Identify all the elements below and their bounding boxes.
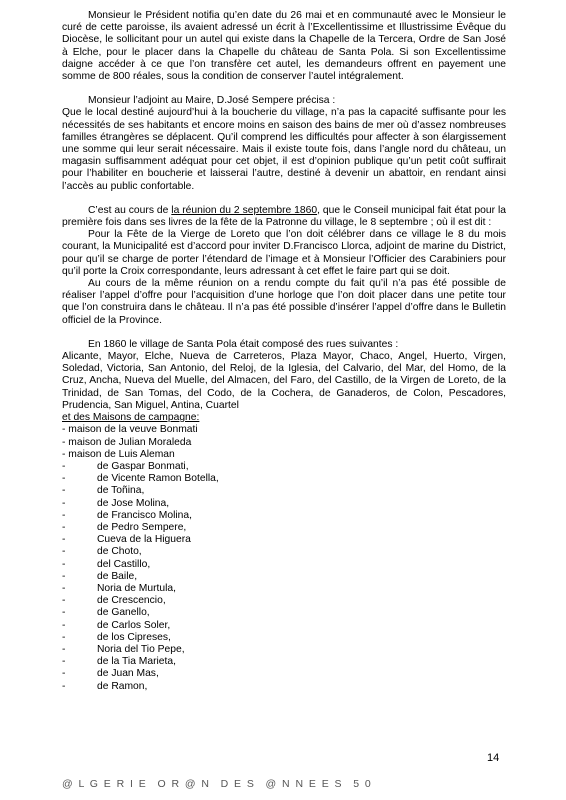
list-item (62, 571, 506, 583)
list-item (62, 473, 506, 485)
page-number: 14 (487, 752, 500, 764)
list-dash: - (62, 668, 66, 680)
list-item: - maison de la veuve Bonmati (62, 424, 198, 436)
list-dash: - (62, 656, 66, 668)
house-name: de Baile, (97, 570, 138, 582)
paragraph-fete: Pour la Fête de la Vierge de Loreto que l’on doit célébrer dans ce village le 8 du mois courant, la Municipalité est d’accord pour inviter D.Francisco Llorca, adjoint de marine du District, pour qu’il se charge de porter l’étendard de l’image et à Monsieur l’Officier des Carabiniers pour qu’il porte la Croix correspondante, leurs adressant à cet effet le faire part qui se doit. (62, 229, 506, 277)
house-name: de Francisco Molina, (97, 509, 192, 521)
list-dash: - (62, 631, 66, 643)
paragraph-horloge: Au cours de la même réunion on a rendu compte du fait qu’il n’a pas été possible de réaliser l’appel d’offre pour l’acquisition d’une horloge que l’on doit placer dans une petite tour que l’on construira dans le château. Il n’a pas été possible d’insérer l’appel d’offre dans le Bulletin officiel de la Province. (62, 278, 506, 326)
list-item (62, 583, 506, 595)
list-dash: - (62, 619, 66, 631)
house-name: de Ramon, (97, 680, 148, 692)
list-item (62, 668, 506, 680)
paragraph-adjoint-intro: Monsieur l’adjoint au Maire, D.José Sempere précisa : (88, 95, 336, 107)
list-item (62, 644, 506, 656)
list-dash: - (62, 595, 66, 607)
list-dash: - (62, 497, 66, 509)
house-name: de Gaspar Bonmati, (97, 460, 189, 472)
list-item (62, 681, 506, 693)
list-item: - maison de Julian Moraleda (62, 436, 192, 448)
list-dash: - (62, 582, 66, 594)
list-item: - maison de Luis Aleman (62, 448, 175, 460)
list-item (62, 595, 506, 607)
list-item (62, 498, 506, 510)
reunion-date-link: la réunion du 2 septembre 1860 (171, 204, 318, 216)
house-name: de Toñina, (97, 485, 145, 497)
list-item (62, 607, 506, 619)
list-item (62, 559, 506, 571)
list-item (62, 546, 506, 558)
list-item (62, 461, 506, 473)
list-item (62, 485, 506, 497)
house-name: de Choto, (97, 546, 142, 558)
list-dash: - (62, 607, 66, 619)
paragraph-autel: Monsieur le Président notifia qu’en date du 26 mai et en communauté avec le Monsieur le curé de cette paroisse, ils avaient adressé un écrit à l’Excellentissime et Illustrissime Évêque du Diocèse, le sollicitant pour un autel qui existe dans la Chapelle de la Tercera, Ordre de San José à Elche, pour le placer dans la Chapelle du château de Santa Pola. Si son Excellentissime daigne accéder à ce que l’on transfère cet autel, les demandeurs offrent en payement une somme de 800 réales, sous la condition de conserver l’autel intégralement. (62, 10, 506, 83)
list-dash: - (62, 534, 66, 546)
house-name: de Ganello, (97, 607, 150, 619)
reunion-text-a: C’est au cours de (88, 204, 172, 216)
list-dash: - (62, 570, 66, 582)
list-dash: - (62, 473, 66, 485)
house-name: del Castillo, (97, 558, 151, 570)
maisons-short-list (62, 424, 506, 461)
footer-text: @ L G E R I E O R @ N D E S @ N N E E S 5 0 (62, 778, 371, 790)
house-name: de Pedro Sempere, (97, 521, 187, 533)
house-name: de Juan Mas, (97, 668, 159, 680)
list-dash: - (62, 485, 66, 497)
list-dash: - (62, 546, 66, 558)
house-name: Noria de Murtula, (97, 582, 176, 594)
paragraph-reunion (62, 205, 506, 229)
list-item (62, 534, 506, 546)
paragraph-rues-intro: En 1860 le village de Santa Pola était composé des rues suivantes : (88, 338, 399, 350)
list-item (62, 510, 506, 522)
house-name: de Carlos Soler, (97, 619, 171, 631)
house-name: de la Tia Marieta, (97, 656, 176, 668)
house-name: Noria del Tio Pepe, (97, 643, 185, 655)
house-name: de los Cipreses, (97, 631, 171, 643)
list-item (62, 620, 506, 632)
document-page (62, 10, 506, 693)
maisons-list (62, 461, 506, 693)
reunion-text-b: , que le Conseil municipal fait état pour la première fois dans ses livres de la fête de la Patronne du village, le 8 septembre ; où il est dit : (62, 204, 506, 229)
maisons-heading: et des Maisons de campagne: (62, 412, 200, 424)
list-item (62, 632, 506, 644)
paragraph-rues-list: Alicante, Mayor, Elche, Nueva de Carreteros, Plaza Mayor, Chaco, Angel, Huerto, Virgen, Soledad, Victoria, San Antonio, del Reloj, de la Iglesia, del Calvario, del Mar, del Homo, de la Cruz, Ancha, Nueva del Muelle, del Almacen, del Faro, del Castillo, de la Virgen de Loreto, de la Trinidad, de San Tomas, del Codo, de la Cochera, de Ganaderos, de Colon, Pescadores, Prudencia, San Miguel, Antina, Cuartel (62, 351, 506, 411)
house-name: de Crescencio, (97, 595, 166, 607)
list-dash: - (62, 680, 66, 692)
paragraph-boucherie: Que le local destiné aujourd’hui à la boucherie du village, n’a pas la capacité suffisante pour les nécessités de ses habitants et encore moins en saison des bains de mer où d’assez nombreuses familles étrangères se déplacent. Qu’il comprend les difficultés pour affecter à son élargissement une somme qui leur serait nécessaire. Mais il existe toute fois, dans l’angle nord du château, un magasin suffisamment adéquat pour cet objet, il est d’opinion publique qu’un petit coût suffirait pour l’habiliter en boucherie et laisserai l’autre, destiné à devenir un abattoir, en rendant ainsi l’accès au public confortable. (62, 107, 506, 192)
list-item (62, 522, 506, 534)
list-dash: - (62, 509, 66, 521)
list-dash: - (62, 558, 66, 570)
house-name: Cueva de la Higuera (97, 534, 191, 546)
house-name: de Vicente Ramon Botella, (97, 473, 219, 485)
list-dash: - (62, 643, 66, 655)
house-name: de Jose Molina, (97, 497, 170, 509)
list-dash: - (62, 521, 66, 533)
list-dash: - (62, 460, 66, 472)
list-item (62, 656, 506, 668)
